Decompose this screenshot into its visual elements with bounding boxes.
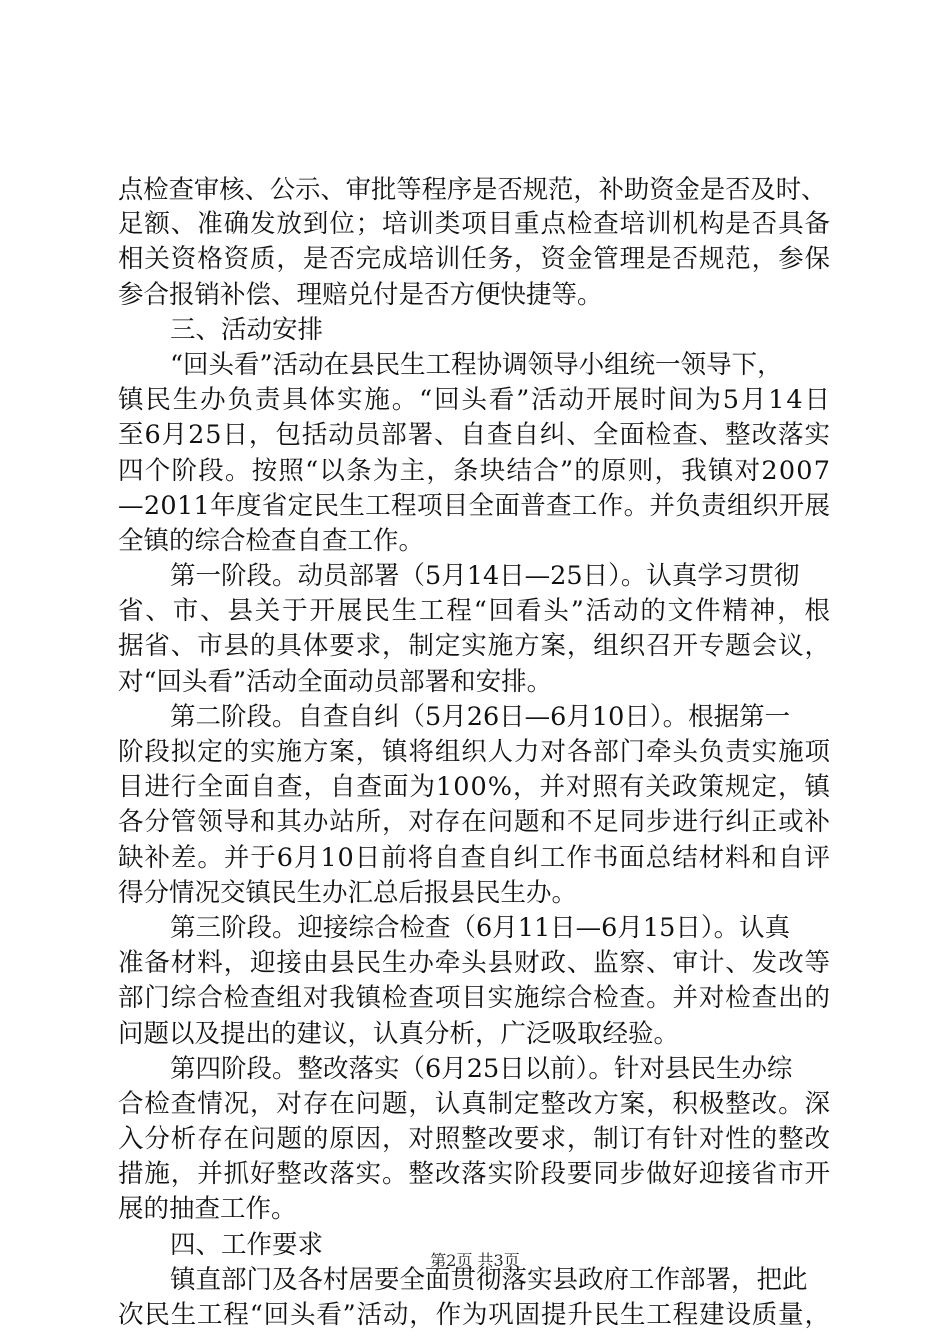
text-line: 次民生工程“回头看”活动，作为巩固提升民生工程建设质量，	[118, 1300, 831, 1330]
text-line: 阶段拟定的实施方案，镇将组织人力对各部门牵头负责实施项	[118, 737, 831, 767]
text-line: 合检查情况，对存在问题，认真制定整改方案，积极整改。深	[118, 1088, 831, 1119]
text-line: 至6月25日，包括动员部署、自查自纠、全面检查、整改落实	[118, 420, 831, 451]
text-line: 第一阶段。动员部署（5月14日—25日）。认真学习贯彻	[170, 561, 800, 592]
section-heading: 三、活动安排	[170, 314, 324, 345]
text-line: 问题以及提出的建议，认真分析，广泛吸取经验。	[118, 1018, 680, 1049]
text-line: 展的抽查工作。	[118, 1194, 297, 1225]
text-line: 第二阶段。自查自纠（5月26日—6月10日）。根据第一	[170, 701, 791, 732]
text-line: 对“回头看”活动全面动员部署和安排。	[118, 666, 553, 697]
page-number-footer: 第2页 共3页	[430, 1251, 520, 1270]
text-line: 部门综合检查组对我镇检查项目实施综合检查。并对检查出的	[118, 983, 831, 1014]
body-text	[118, 172, 830, 1333]
text-line: 准备材料，迎接由县民生办牵头县财政、监察、审计、发改等	[118, 948, 831, 979]
text-line: 入分析存在问题的原因，对照整改要求，制订有针对性的整改	[118, 1124, 831, 1155]
text-line: 参合报销补偿、理赔兑付是否方便快捷等。	[118, 279, 603, 310]
text-line: 四个阶段。按照“以条为主，条块结合”的原则，我镇对2007	[118, 455, 832, 486]
text-line: 缺补差。并于6月10日前将自查自纠工作书面总结材料和自评	[118, 842, 831, 873]
text-line: 第四阶段。整改落实（6月25日以前）。针对县民生办综	[170, 1053, 793, 1084]
text-line: 相关资格资质，是否完成培训任务，资金管理是否规范，参保	[118, 244, 831, 275]
text-line: 第三阶段。迎接综合检查（6月11日—6月15日）。认真	[170, 912, 791, 943]
text-line: 镇民生办负责具体实施。“回头看”活动开展时间为5月14日	[118, 385, 832, 416]
text-line: 省、市、县关于开展民生工程“回看头”活动的文件精神，根	[118, 596, 832, 627]
text-line: “回头看”活动在县民生工程协调领导小组统一领导下，	[170, 349, 783, 380]
section-heading: 四、工作要求	[170, 1229, 324, 1260]
text-line: 镇直部门及各村居要全面贯彻落实县政府工作部署，把此	[170, 1264, 808, 1295]
text-line: 据省、市县的具体要求，制定实施方案，组织召开专题会议，	[118, 631, 831, 662]
text-line: 目进行全面自查，自查面为100%，并对照有关政策规定，镇	[118, 772, 832, 803]
text-line: 点检查审核、公示、审批等程序是否规范，补助资金是否及时、	[118, 175, 827, 204]
text-line: —2011年度省定民生工程项目全面普查工作。并负责组织开展	[118, 490, 831, 521]
text-line: 足额、准确发放到位；培训类项目重点检查培训机构是否具备	[118, 209, 831, 240]
text-line: 全镇的综合检查自查工作。	[118, 525, 425, 556]
text-line: 得分情况交镇民生办汇总后报县民生办。	[118, 877, 578, 908]
text-line: 各分管领导和其办站所，对存在问题和不足同步进行纠正或补	[118, 807, 831, 838]
text-line: 措施，并抓好整改落实。整改落实阶段要同步做好迎接省市开	[118, 1159, 831, 1190]
